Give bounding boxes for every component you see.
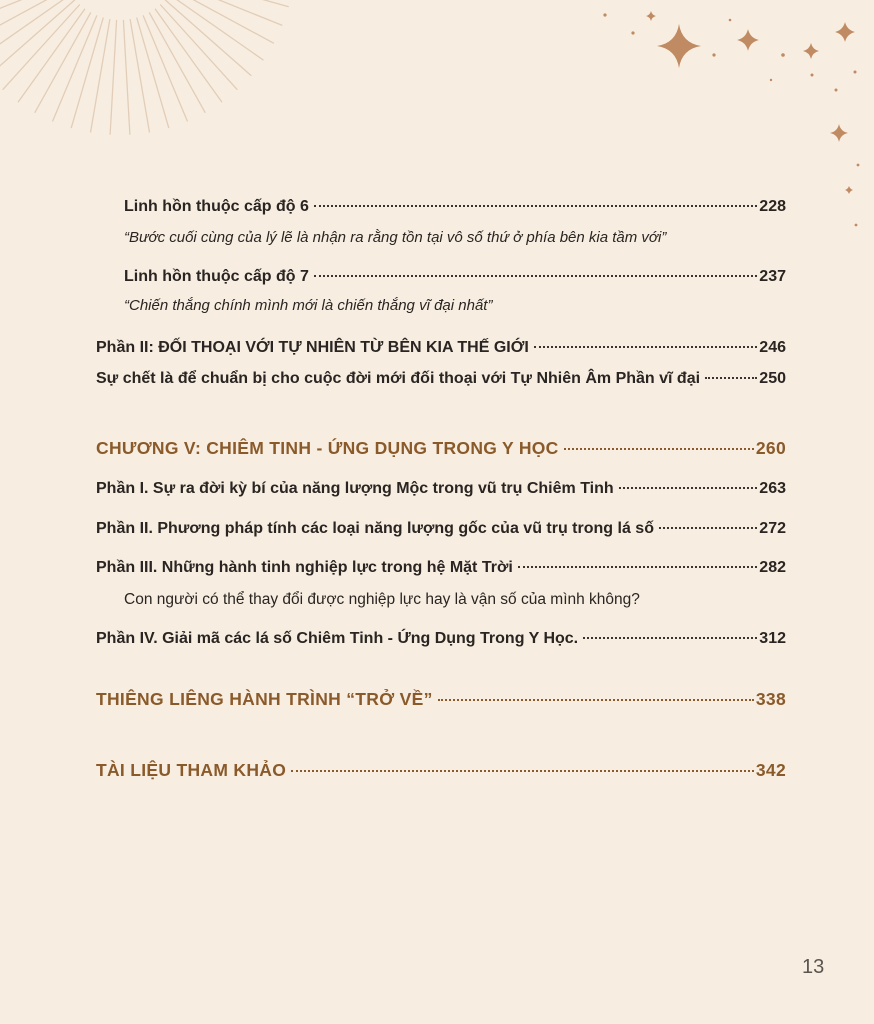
sunburst-icon: [0, 0, 293, 135]
toc-chapter-page: 260: [755, 438, 786, 458]
toc-chapter-title: THIÊNG LIÊNG HÀNH TRÌNH “TRỞ VỀ”: [96, 689, 433, 709]
toc-entry-page: 228: [759, 198, 786, 215]
toc-leader-dots: [659, 527, 757, 529]
toc-entry-page: 282: [759, 559, 786, 576]
toc-leader-dots: [291, 770, 754, 772]
toc-chapter-title: CHƯƠNG V: CHIÊM TINH - ỨNG DỤNG TRONG Y HỌC: [96, 438, 559, 458]
toc-quote: “Chiến thắng chính mình mới là chiến thắng vĩ đại nhất”: [124, 297, 493, 314]
toc-entry-level-6[interactable]: [124, 196, 786, 218]
toc-entry-title: Sự chết là để chuẩn bị cho cuộc đời mới đối thoại với Tự Nhiên Âm Phần vĩ đại: [96, 370, 701, 387]
toc-entry-title: Linh hồn thuộc cấp độ 6: [124, 198, 309, 215]
toc-leader-dots: [564, 448, 754, 450]
toc-entry-part-1[interactable]: [96, 478, 786, 500]
toc-leader-dots: [583, 637, 757, 639]
toc-entry-part-3[interactable]: [96, 557, 786, 579]
toc-leader-dots: [314, 205, 757, 207]
toc-entry-part-2-method[interactable]: [96, 518, 786, 540]
toc-entry-title: Phần I. Sự ra đời kỳ bí của năng lượng Mộc trong vũ trụ Chiêm Tinh: [96, 480, 614, 497]
toc-entry-part-4[interactable]: [96, 628, 786, 650]
toc-leader-dots: [534, 346, 757, 348]
toc-entry-page: 312: [759, 630, 786, 647]
toc-quote: “Bước cuối cùng của lý lẽ là nhận ra rằng tồn tại vô số thứ ở phía bên kia tầm với”: [124, 229, 667, 246]
toc-leader-dots: [438, 699, 754, 701]
sparkle-star-icon: [603, 11, 859, 226]
toc-chapter-page: 338: [755, 689, 786, 709]
page-number: 13: [802, 956, 825, 978]
toc-entry-title: Phần II. Phương pháp tính các loại năng lượng gốc của vũ trụ trong lá số: [96, 520, 654, 537]
toc-chapter-title: TÀI LIỆU THAM KHẢO: [96, 760, 287, 780]
toc-leader-dots: [705, 377, 757, 379]
toc-entry-death-dialogue[interactable]: [96, 368, 786, 390]
toc-entry-page: 246: [759, 339, 786, 356]
toc-leader-dots: [619, 487, 758, 489]
toc-entry-page: 272: [759, 520, 786, 537]
toc-chapter-5[interactable]: [96, 437, 786, 459]
toc-note: Con người có thể thay đổi được nghiệp lực hay là vận số của mình không?: [124, 591, 640, 608]
toc-entry-part-2[interactable]: [96, 337, 786, 359]
toc-chapter-return[interactable]: [96, 688, 786, 710]
toc-chapter-references[interactable]: [96, 759, 786, 781]
toc-entry-page: 237: [759, 268, 786, 285]
toc-entry-page: 250: [759, 370, 786, 387]
toc-entry-level-7[interactable]: [124, 266, 786, 288]
toc-leader-dots: [314, 275, 757, 277]
toc-entry-page: 263: [759, 480, 786, 497]
toc-entry-title: Phần IV. Giải mã các lá số Chiêm Tinh - Ứng Dụng Trong Y Học.: [96, 630, 579, 647]
toc-chapter-page: 342: [755, 760, 786, 780]
toc-entry-title: Phần III. Những hành tinh nghiệp lực trong hệ Mặt Trời: [96, 559, 513, 576]
toc-leader-dots: [518, 566, 758, 568]
toc-entry-title: Linh hồn thuộc cấp độ 7: [124, 268, 309, 285]
toc-entry-title: Phần II: ĐỐI THOẠI VỚI TỰ NHIÊN TỪ BÊN KIA THẾ GIỚI: [96, 339, 529, 356]
